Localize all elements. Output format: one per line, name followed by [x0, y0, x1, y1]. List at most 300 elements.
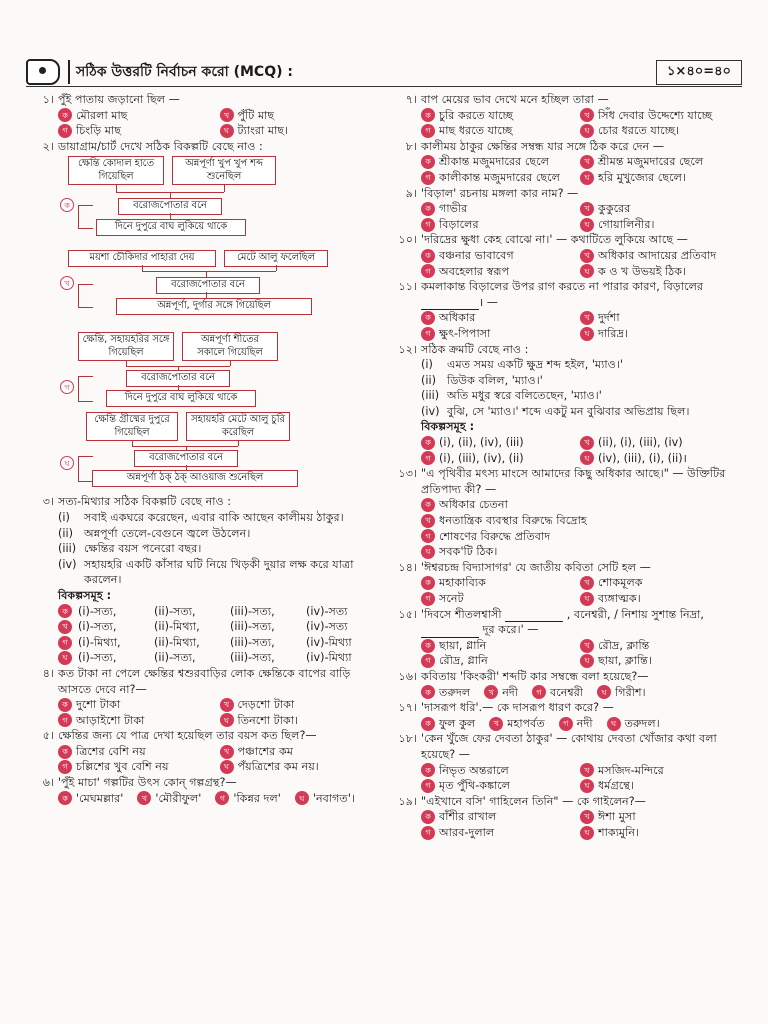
option-badge: ঘ	[580, 451, 594, 465]
question-7	[393, 92, 733, 108]
option-part: (iii)-সত্য,	[230, 635, 275, 649]
roman-numeral: (i)	[421, 358, 433, 372]
statement	[58, 510, 375, 526]
connector	[116, 184, 117, 192]
option-gh[interactable]	[607, 716, 660, 732]
option-gh[interactable]	[220, 713, 376, 729]
option-text: ধর্মগ্রন্থে।	[598, 779, 634, 793]
option-gh[interactable]	[580, 591, 733, 607]
option-part: (iv)-সত্য	[306, 620, 348, 634]
option-text: দারিদ্র।	[598, 326, 628, 340]
option-badge: গ	[421, 264, 435, 278]
option-badge: ক	[421, 498, 435, 512]
question-text: 'দাসরূপ ধরি'.— কে দাসরূপ ধারণ করে? —	[421, 701, 614, 715]
option-text: নদী	[502, 685, 518, 699]
statement	[58, 526, 375, 542]
question-number: ১০।	[398, 233, 417, 247]
question-19	[393, 794, 733, 810]
option-text: বনেশ্বরী	[549, 685, 584, 699]
option-g[interactable]	[58, 759, 214, 775]
question-text: 'ঈশ্বরচন্দ্র বিদ্যাসাগর' যে জাতীয় কবিতা সেটি হল —	[421, 560, 651, 574]
option-gh[interactable]	[421, 544, 733, 560]
options-title: বিকল্পসমূহ :	[58, 588, 112, 602]
option-k[interactable]	[421, 809, 574, 825]
option-badge: ঘ	[597, 685, 611, 699]
question-text: সঠিক ক্রমটি বেছে নাও :	[421, 342, 529, 356]
statement	[421, 373, 733, 389]
option-gh[interactable]	[58, 650, 375, 666]
options	[58, 791, 375, 807]
option-text: ফুল কুল	[439, 716, 476, 730]
options	[421, 638, 733, 669]
roman-numeral: (iii)	[421, 389, 440, 403]
question-number: ১৭।	[398, 701, 417, 715]
option-k[interactable]	[421, 575, 574, 591]
option-gh[interactable]	[580, 451, 733, 467]
option-k[interactable]	[58, 604, 375, 620]
option-kh[interactable]	[484, 685, 518, 701]
option-part: (i)-মিথ্যা,	[78, 635, 121, 649]
option-text: মসজিদ-মন্দিরে	[598, 763, 664, 777]
option-g[interactable]	[421, 326, 574, 342]
connector	[238, 440, 239, 446]
diagram-box: ক্ষেন্তি কোদাল হাতে গিয়েছিল	[68, 156, 164, 185]
question-number: ১১।	[398, 280, 417, 294]
option-text: অধিকার আদায়ের প্রতিবাদ	[598, 248, 717, 262]
option-part: (iii)-সত্য,	[230, 604, 275, 618]
question-number: ১৮।	[398, 732, 417, 746]
diagram-box: অন্নপূর্ণা খুপ খুপ শব্দ শুনেছিল	[172, 156, 276, 185]
option-badge: খ	[484, 685, 498, 699]
option-k[interactable]	[421, 248, 574, 264]
options	[421, 497, 733, 559]
option-text: গোয়ালিনীর।	[598, 217, 655, 231]
option-badge: ঘ	[58, 651, 72, 665]
option-badge: ঘ	[580, 218, 594, 232]
option-k[interactable]	[421, 638, 574, 654]
option-text: 'মেঘমল্লার'	[76, 791, 124, 805]
left-column	[30, 92, 375, 806]
option-text: (i), (ii), (iv), (iii)	[439, 436, 524, 450]
option-kh[interactable]	[220, 744, 376, 760]
option-text: মহাপর্বত	[507, 716, 545, 730]
option-badge: খ	[220, 745, 234, 759]
option-text: মহাকাব্যিক	[439, 576, 486, 590]
option-badge: গ	[421, 779, 435, 793]
option-badge: খ	[580, 249, 594, 263]
option-kh[interactable]	[580, 638, 733, 654]
option-badge: ক	[421, 108, 435, 122]
question-1	[30, 92, 375, 108]
option-kh[interactable]	[580, 201, 733, 217]
option-text: সবক'টি ঠিক।	[439, 545, 498, 559]
option-text: তিনশো টাকা।	[237, 713, 299, 727]
connector	[132, 446, 238, 447]
option-g[interactable]	[421, 778, 574, 794]
option-badge: ক	[421, 639, 435, 653]
option-g[interactable]	[421, 264, 574, 280]
option-k[interactable]	[421, 716, 475, 732]
section-title: সঠিক উত্তরটি নির্বাচন করো (MCQ) :	[68, 60, 293, 84]
question-number: ১৪।	[398, 560, 417, 574]
flow-diagram	[48, 154, 375, 494]
question-14	[393, 560, 733, 576]
option-g[interactable]	[421, 825, 574, 841]
option-text: নদী	[576, 716, 593, 730]
option-badge: গ	[58, 124, 72, 138]
option-text: তরুদল।	[624, 716, 660, 730]
bracket	[78, 284, 93, 308]
question-text: 'কেন খুঁজে ফের দেবতা ঠাকুর' — কোথায় দেবতা খোঁজার কথা বলা হয়েছে? —	[421, 732, 717, 761]
diagram-box: বরোজপোতার বনে	[156, 277, 260, 294]
option-badge: ক	[421, 155, 435, 169]
option-gh[interactable]	[580, 653, 733, 669]
option-text: মৌরলা মাছ	[76, 108, 128, 122]
option-text: হরি মুখুজ্যের ছেলে।	[598, 170, 686, 184]
option-badge: খ	[60, 276, 74, 290]
option-text: অধিকার	[439, 311, 476, 325]
option-kh[interactable]	[580, 310, 733, 326]
roman-numeral: (ii)	[421, 373, 436, 387]
question-number: ৭।	[405, 93, 417, 106]
question-text: কত টাকা না পেলে ক্ষেন্তির শ্বশুরবাড়ির লোক ক্ষেন্তিকে বাপের বাড়ি আসতে দেবে না?—	[58, 666, 351, 696]
question-text: 'পুঁই মাচা' গল্পটির উৎস কোন্ গল্পগ্রন্থ?—	[58, 776, 237, 790]
option-badge: খ	[220, 698, 234, 712]
diagram-box: দিনে দুপুরে বাঘ লুকিয়ে থাকে	[106, 390, 256, 407]
question-text: কালীময় ঠাকুর ক্ষেন্তির সম্বন্ধ যার সঙ্গে ঠিক করে দেন —	[421, 139, 665, 153]
option-badge: গ	[58, 636, 72, 650]
option-g[interactable]	[215, 791, 281, 807]
option-text: ছায়া, গ্লানি	[439, 638, 487, 652]
option-g[interactable]	[421, 170, 574, 186]
connector	[142, 271, 276, 272]
option-part: (ii)-সত্য,	[154, 651, 196, 665]
question-11	[393, 279, 733, 310]
option-text: ব্যঙ্গাত্মক।	[598, 592, 641, 605]
marks-box: ১×৪০=৪০	[656, 60, 742, 85]
option-badge: গ	[215, 791, 229, 805]
option-text: দেড়শো টাকা	[237, 698, 295, 712]
option-text: শ্রীমন্ত মজুমদারের ছেলে	[598, 155, 704, 169]
option-badge: ঘ	[580, 124, 594, 138]
options	[421, 248, 733, 279]
question-text: সত্য-মিথ্যার সঠিক বিকল্পটি বেছে নাও :	[58, 495, 232, 509]
question-text: কবিতায় 'কিংকরী' শব্দটি কার সম্বন্ধে বলা হয়েছে?—	[421, 669, 649, 683]
option-text: গাভীর	[439, 202, 468, 216]
connector	[230, 360, 231, 366]
question-number: ১৯।	[398, 794, 417, 808]
options	[421, 716, 733, 732]
right-column	[393, 92, 733, 841]
option-kh[interactable]	[58, 619, 375, 635]
option-badge: গ	[421, 171, 435, 185]
option-part: (iv)-মিথ্যা	[306, 635, 352, 649]
options	[58, 744, 375, 775]
question-number: ১।	[42, 93, 54, 106]
option-g[interactable]	[421, 653, 574, 669]
option-badge: খ	[220, 108, 234, 122]
option-badge: খ	[580, 311, 594, 325]
option-badge: গ	[421, 592, 435, 606]
option-gh[interactable]	[580, 217, 733, 233]
option-text: 'মৌরীফুল'	[155, 791, 202, 805]
question-18	[393, 731, 733, 762]
bracket	[78, 456, 93, 482]
option-text: বঞ্চনার ভাবাবেগ	[439, 248, 514, 262]
option-text: আরব-দুলাল	[439, 825, 495, 839]
option-badge: ক	[58, 604, 72, 618]
option-text: চল্লিশের খুব বেশি নয়	[76, 760, 169, 774]
option-g[interactable]	[421, 123, 574, 139]
option-kh[interactable]	[580, 248, 733, 264]
option-k[interactable]	[421, 201, 574, 217]
option-text: দুশো টাকা	[76, 698, 121, 712]
statement	[421, 388, 733, 404]
option-badge: গ	[421, 327, 435, 341]
option-badge: ক	[421, 202, 435, 216]
option-text: গিরীশ।	[615, 685, 646, 699]
question-number: ৩।	[42, 495, 54, 509]
statement-text: বুঝি, সে 'ম্যাও।' শব্দে একটু মন বুঝিবার অভিপ্রায় ছিল।	[447, 404, 690, 418]
option-text: পঞ্চাশের কম	[237, 744, 293, 758]
roman-numeral: (iv)	[421, 404, 440, 418]
option-badge: ক	[421, 249, 435, 263]
option-badge: ঘ	[421, 545, 435, 559]
option-g[interactable]	[532, 685, 583, 701]
option-kh[interactable]	[137, 791, 201, 807]
option-text: কালীকান্ত মজুমদারের ছেলে	[439, 170, 561, 184]
options	[421, 154, 733, 185]
option-badge: গ	[421, 124, 435, 138]
question-8	[393, 139, 733, 155]
option-text: 'নবাগত'।	[312, 791, 355, 805]
option-k[interactable]	[421, 763, 574, 779]
option-text: চিংড়ি মাছ	[76, 124, 122, 138]
option-badge: ক	[58, 108, 72, 122]
option-text: সিঁধ দেবার উদ্দেশ্যে যাচ্ছে	[598, 108, 713, 122]
option-badge: খ	[580, 436, 594, 450]
statement	[421, 404, 733, 420]
option-badge: ক	[421, 311, 435, 325]
option-gh[interactable]	[220, 759, 376, 775]
option-badge: গ	[58, 760, 72, 774]
roman-numeral: (iii)	[58, 542, 77, 556]
option-text: নিভৃত অন্তরালে	[439, 763, 509, 777]
option-g[interactable]	[58, 713, 214, 729]
option-kh[interactable]	[421, 513, 733, 529]
roman-numeral: (iv)	[58, 557, 77, 571]
diagram-box: বরোজপোতার বনে	[134, 450, 238, 467]
option-badge: ঘ	[60, 456, 74, 470]
options	[421, 108, 733, 139]
option-text: ট্যাংরা মাছ।	[237, 124, 289, 138]
question-text: কমলাকান্ত বিড়ালের উপর রাগ করতে না পারার কারণ, বিড়ালের	[421, 280, 704, 294]
option-badge: খ	[580, 576, 594, 590]
diagram-box: দিনে দুপুরে বাঘ লুকিয়ে থাকে	[96, 219, 246, 236]
option-k[interactable]	[58, 744, 214, 760]
question-number: ৬।	[42, 776, 54, 790]
option-kh[interactable]	[580, 809, 733, 825]
statement	[58, 557, 375, 588]
diagram-box: সহায়হরি মেটে আলু চুরি করেছিল	[186, 412, 290, 441]
option-kh[interactable]	[580, 763, 733, 779]
option-badge: খ	[580, 108, 594, 122]
option-g[interactable]	[559, 716, 593, 732]
question-5	[30, 728, 375, 744]
option-text: রৌদ্র, গ্লানি	[439, 654, 488, 668]
statement	[58, 541, 375, 557]
option-badge: খ	[580, 202, 594, 216]
option-kh[interactable]	[580, 575, 733, 591]
question-text: 'বিড়াল' রচনায় মঙ্গলা কার নাম? —	[421, 186, 579, 200]
option-gh[interactable]	[580, 825, 733, 841]
option-g[interactable]	[421, 529, 733, 545]
option-badge: ক	[58, 745, 72, 759]
option-badge: ঘ	[220, 760, 234, 774]
option-gh[interactable]	[580, 778, 733, 794]
diagram-box: ময়শা চৌকিদার পাহারা দেয়	[68, 250, 216, 267]
option-g[interactable]	[421, 451, 574, 467]
option-k[interactable]	[421, 108, 574, 124]
option-text: দুর্দশা	[598, 311, 620, 325]
question-2	[30, 139, 375, 155]
option-text: শাক্যমুনি।	[598, 825, 640, 839]
option-badge: ক	[60, 198, 74, 212]
option-g[interactable]	[421, 591, 574, 607]
option-k[interactable]	[421, 497, 733, 513]
option-badge: খ	[137, 791, 151, 805]
option-g[interactable]	[58, 635, 375, 651]
option-part: (iv)-মিথ্যা	[306, 651, 352, 665]
option-text: শ্রীকান্ত মজুমদারের ছেলে	[439, 155, 550, 169]
option-k[interactable]	[58, 791, 123, 807]
option-badge: খ	[58, 620, 72, 634]
option-gh[interactable]	[580, 170, 733, 186]
option-badge: গ	[421, 529, 435, 543]
option-text: ধনতান্ত্রিক ব্যবস্থার বিরুদ্ধে বিদ্রোহ	[439, 514, 587, 528]
question-number: ৫।	[42, 729, 54, 743]
statement-text: অন্নপূর্ণা তেলে-বেগুনে জ্বলে উঠলেন।	[84, 526, 251, 540]
option-kh[interactable]	[489, 716, 545, 732]
option-k[interactable]	[421, 310, 574, 326]
option-text: ঈশা মুসা	[598, 810, 636, 824]
option-badge: ক	[421, 717, 435, 731]
question-number: ১২।	[398, 342, 417, 356]
option-text: ছায়া, ক্লান্তি।	[598, 654, 652, 668]
diagram-box: অন্নপূর্ণা শীতের সকালে গিয়েছিল	[182, 332, 278, 361]
option-text: 'কিন্নর দল'	[233, 791, 281, 805]
option-k[interactable]	[58, 108, 214, 124]
option-kh[interactable]	[220, 108, 376, 124]
option-badge: ক	[58, 791, 72, 805]
question-text: । —	[479, 295, 498, 309]
option-gh[interactable]	[295, 791, 355, 807]
option-gh[interactable]	[580, 123, 733, 139]
option-kh[interactable]	[580, 435, 733, 451]
option-text: শোকমূলক	[598, 576, 643, 590]
option-gh[interactable]	[580, 326, 733, 342]
option-badge: খ	[580, 810, 594, 824]
option-badge: গ	[421, 826, 435, 840]
diagram-box: ক্ষেন্তি, সহায়হরির সঙ্গে গিয়েছিল	[78, 332, 174, 361]
option-part: (i)-সত্য,	[78, 604, 117, 618]
option-g[interactable]	[58, 123, 214, 139]
option-badge: গ	[421, 218, 435, 232]
option-text: (ii), (i), (iii), (iv)	[598, 436, 683, 450]
question-15	[393, 607, 733, 638]
option-k[interactable]	[58, 697, 214, 713]
option-part: (ii)-মিথ্যা,	[154, 635, 200, 649]
option-text: সনেট	[439, 592, 464, 605]
diagram-box: মেটে আলু ফলেছিল	[224, 250, 328, 267]
option-kh[interactable]	[580, 154, 733, 170]
option-badge: গ	[421, 451, 435, 465]
options	[421, 575, 733, 606]
question-4	[30, 666, 375, 697]
option-badge: ক	[58, 698, 72, 712]
option-badge: ক	[421, 436, 435, 450]
option-text: পুঁটি মাছ	[237, 108, 275, 122]
option-k[interactable]	[421, 685, 470, 701]
question-16	[393, 669, 733, 685]
option-text: বাঁশীর রাখাল	[439, 810, 497, 824]
statement-text: ডিউক বলিল, 'ম্যাও।'	[447, 373, 543, 387]
question-text: ক্ষেন্তির জন্য যে পাত্র দেখা হয়েছিল তার বয়স কত ছিল?—	[58, 729, 317, 743]
pointer-icon	[26, 59, 60, 85]
option-k[interactable]	[421, 435, 574, 451]
option-badge: গ	[532, 685, 546, 699]
option-text: (i), (iii), (iv), (ii)	[439, 451, 524, 465]
option-badge: গ	[421, 654, 435, 668]
option-kh[interactable]	[580, 108, 733, 124]
option-badge: ক	[421, 810, 435, 824]
option-text: রৌদ্র, ক্লান্তি	[598, 638, 650, 652]
question-number: ১৩।	[398, 467, 417, 481]
option-badge: ঘ	[580, 264, 594, 278]
option-badge: ক	[421, 576, 435, 590]
option-part: (iii)-সত্য,	[230, 651, 275, 665]
statement-text: সবাই একঘরে করেছেন, এবার বাকি আছেন কালীময় ঠাকুর।	[84, 510, 344, 524]
option-g[interactable]	[421, 217, 574, 233]
option-part: (ii)-মিথ্যা,	[154, 620, 200, 634]
option-badge: খ	[580, 639, 594, 653]
option-badge: ক	[421, 763, 435, 777]
option-badge: ঘ	[580, 592, 594, 606]
diagram-box: অন্নপূর্ণা, দুর্গার সঙ্গে গিয়েছিল	[116, 298, 312, 315]
option-text: অবহেলার স্বরূপ	[439, 264, 510, 278]
option-gh[interactable]	[220, 123, 376, 139]
question-number: ৪।	[42, 666, 54, 680]
options	[58, 108, 375, 139]
question-number: ১৫।	[398, 607, 417, 621]
option-text: ক ও খ উভয়ই ঠিক।	[598, 264, 687, 278]
option-k[interactable]	[421, 154, 574, 170]
option-text: তরুদল	[439, 685, 471, 699]
question-13	[393, 466, 733, 497]
option-badge: খ	[489, 717, 503, 731]
section-header	[26, 58, 742, 86]
option-text: শোষণের বিরুদ্ধে প্রতিবাদ	[439, 529, 551, 543]
options	[421, 685, 733, 701]
question-12	[393, 342, 733, 358]
option-gh[interactable]	[580, 264, 733, 280]
option-gh[interactable]	[597, 685, 646, 701]
question-9	[393, 186, 733, 202]
question-number: ৯।	[405, 186, 417, 200]
option-badge: ঘ	[607, 717, 621, 731]
option-text: পঁয়ত্রিশের কম নয়।	[237, 760, 319, 774]
option-kh[interactable]	[220, 697, 376, 713]
